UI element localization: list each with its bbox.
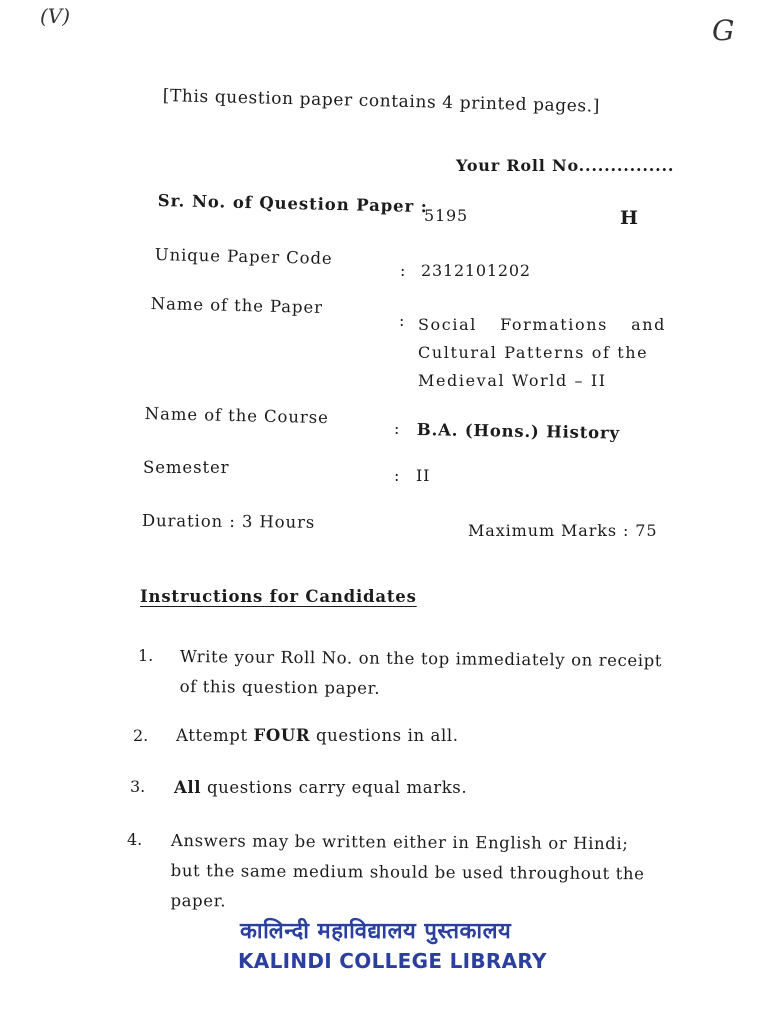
paper-code-value: 2312101202 [421, 261, 531, 280]
instruction-emphasis: FOUR [253, 726, 311, 745]
library-stamp-english: KALINDI COLLEGE LIBRARY [238, 949, 547, 973]
paper-name-label: Name of the Paper [150, 294, 324, 317]
instruction-emphasis: All [174, 778, 202, 797]
semester-colon: : [394, 466, 400, 485]
semester-value: II [416, 466, 431, 485]
library-stamp-hindi: कालिन्दी महाविद्यालय पुस्तकालय [240, 919, 512, 944]
instruction-text: questions carry equal marks. [201, 778, 468, 797]
paper-name-word: and [631, 315, 666, 334]
paper-name-word: Social [418, 315, 477, 334]
max-marks-label: Maximum Marks : 75 [468, 521, 658, 540]
instruction-item-4 [170, 826, 644, 919]
sr-no-value: 5195 [424, 206, 468, 225]
sr-no-label: Sr. No. of Question Paper : [157, 191, 428, 217]
handwritten-mark-right: G [712, 14, 735, 47]
instruction-item-1 [179, 642, 662, 706]
instruction-number: 2. [133, 726, 149, 745]
instruction-line: but the same medium should be used throughout the [170, 860, 645, 884]
page-count-note: [This question paper contains 4 printed pages.] [162, 86, 601, 117]
instruction-number: 1. [138, 646, 154, 665]
instruction-item-3 [174, 773, 467, 803]
instruction-text: Attempt [176, 726, 254, 745]
paper-name-line3: Medieval World – II [418, 371, 607, 390]
roll-number-field: Your Roll No............... [456, 156, 675, 175]
course-value: B.A. (Hons.) History [416, 420, 621, 443]
paper-code-colon: : [400, 261, 406, 280]
instruction-line: paper. [170, 890, 227, 911]
instruction-text: questions in all. [310, 726, 459, 745]
paper-name-value [418, 311, 668, 395]
instruction-line: of this question paper. [179, 676, 381, 698]
paper-name-colon: : [399, 311, 405, 330]
handwritten-mark-left: (V) [40, 4, 71, 28]
course-colon: : [394, 419, 400, 438]
instruction-line: Answers may be written either in English or Hindi; [170, 830, 629, 854]
paper-name-word: Formations [500, 315, 608, 334]
paper-name-line2: Cultural Patterns of the [418, 343, 649, 362]
course-label: Name of the Course [144, 404, 329, 428]
duration-label: Duration : 3 Hours [141, 511, 316, 532]
instructions-heading: Instructions for Candidates [140, 587, 417, 606]
paper-code-label: Unique Paper Code [154, 245, 333, 269]
instruction-number: 3. [130, 777, 146, 796]
instruction-number: 4. [127, 830, 143, 849]
paper-set-letter: H [620, 207, 638, 229]
instruction-line: Write your Roll No. on the top immediately on receipt [179, 646, 663, 671]
semester-label: Semester [143, 458, 230, 477]
instruction-item-2 [176, 721, 459, 751]
